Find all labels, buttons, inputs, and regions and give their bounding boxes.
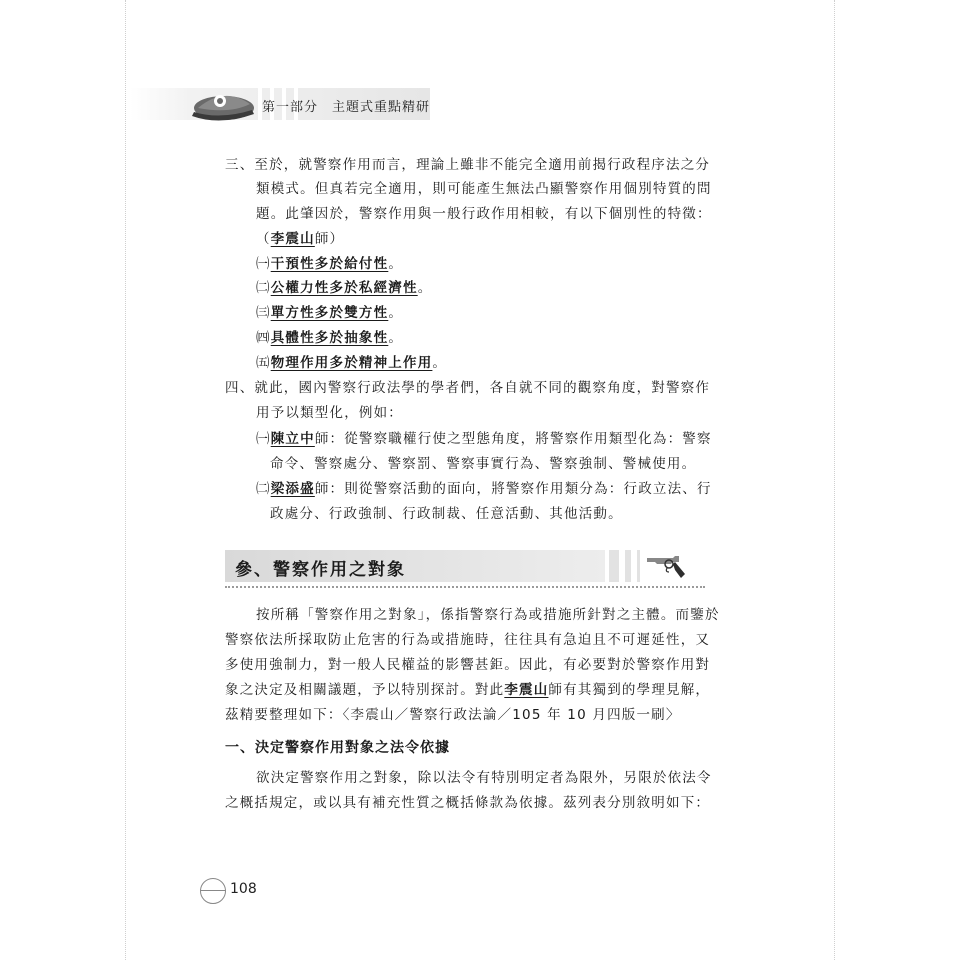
paragraph-line: 命令、警察處分、警察罰、警察事實行為、警察強制、警械使用。: [270, 456, 697, 472]
paren-close: 師）: [314, 231, 345, 247]
list-text: 干預性多於給付性: [270, 256, 389, 272]
list-number: ㈣: [256, 330, 271, 346]
list-number: ㈢: [256, 305, 271, 321]
section-title: 參、警察作用之對象: [235, 560, 406, 580]
list-item: [256, 301, 403, 325]
author-name: 李震山: [504, 682, 549, 698]
banner-bars: [607, 550, 647, 582]
paragraph-line: 類模式。但真若完全適用，則可能產生無法凸顯警察作用個別特質的問: [256, 181, 712, 197]
paragraph-line: 四、就此，國內警察行政法學的學者們，各自就不同的觀察角度，對警察作: [225, 380, 711, 396]
page-number-rule: [200, 890, 226, 891]
list-number: ㈠: [256, 431, 271, 447]
paragraph-line: 之概括規定，或以具有補充性質之概括條款為依據。茲列表分別敘明如下：: [225, 795, 711, 811]
author-name: 陳立中: [270, 431, 315, 447]
view-item: [256, 427, 712, 451]
paragraph-line: 警察依法所採取防止危害的行為或措施時，往往具有急迫且不可遲延性，又: [225, 632, 711, 648]
paragraph-line: [225, 678, 710, 702]
text-span: 象之決定及相關議題，予以特別探討。對此: [225, 682, 505, 698]
paragraph-line: 多使用強制力，對一般人民權益的影響甚鉅。因此，有必要對於警察作用對: [225, 657, 711, 673]
text-span: 師有其獨到的學理見解，: [548, 682, 711, 698]
view-item: [256, 477, 712, 501]
police-cap-icon: [190, 84, 258, 124]
revolver-icon: [645, 552, 691, 582]
list-text: 公權力性多於私經濟性: [270, 280, 418, 296]
list-end: 。: [388, 256, 404, 272]
list-number: ㈡: [256, 481, 271, 497]
list-end: 。: [417, 280, 433, 296]
author-name: 李震山: [270, 231, 315, 247]
list-end: 。: [388, 330, 404, 346]
paragraph-line: 欲決定警察作用之對象，除以法令有特別明定者為限外，另限於依法令: [256, 770, 712, 786]
attribution-line: [256, 227, 344, 251]
subsection-title: 一、決定警察作用對象之法令依據: [225, 740, 450, 756]
paragraph-line: 用予以類型化，例如：: [256, 405, 403, 421]
list-item: [256, 252, 403, 276]
view-text: 師：則從警察活動的面向，將警察作用類分為：行政立法、行: [314, 481, 712, 497]
list-number: ㈤: [256, 355, 271, 371]
author-name: 梁添盛: [270, 481, 315, 497]
list-end: 。: [388, 305, 404, 321]
citation-line: 茲精要整理如下：〈李震山／警察行政法論／105 年 10 月四版一刷〉: [225, 707, 681, 723]
view-text: 師：從警察職權行使之型態角度，將警察作用類型化為：警察: [314, 431, 712, 447]
list-number: ㈡: [256, 280, 271, 296]
list-text: 單方性多於雙方性: [270, 305, 389, 321]
running-header-title: 第一部分 主題式重點精研: [262, 100, 431, 115]
paragraph-line: 政處分、行政強制、行政制裁、任意活動、其他活動。: [270, 506, 623, 522]
page-edge-right: [834, 0, 836, 960]
paren-open: （: [256, 231, 271, 247]
list-item: [256, 351, 447, 375]
list-item: [256, 276, 432, 300]
list-text: 具體性多於抽象性: [270, 330, 389, 346]
page-number: 108: [230, 881, 257, 897]
page-edge-left: [125, 0, 127, 960]
paragraph-line: 三、至於，就警察作用而言，理論上雖非不能完全適用前揭行政程序法之分: [225, 157, 711, 173]
list-text: 物理作用多於精神上作用: [270, 355, 433, 371]
paragraph-line: 按所稱「警察作用之對象」，係指警察行為或措施所針對之主體。而鑒於: [256, 607, 720, 623]
list-number: ㈠: [256, 256, 271, 272]
list-end: 。: [432, 355, 448, 371]
list-item: [256, 326, 403, 350]
paragraph-line: 題。此肇因於，警察作用與一般行政作用相較，有以下個別性的特徵：: [256, 206, 712, 222]
section-divider: [225, 586, 705, 588]
page-number-ornament: [200, 878, 226, 904]
